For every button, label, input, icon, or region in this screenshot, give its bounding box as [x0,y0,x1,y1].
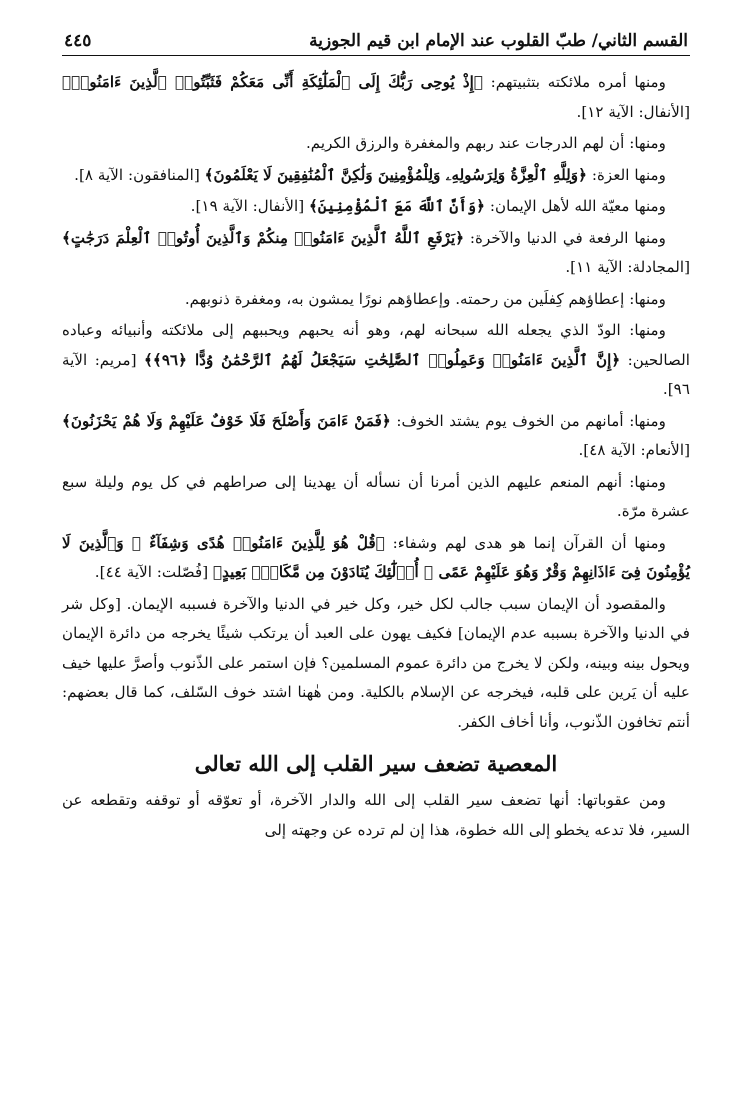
verse-reference: [الأنفال: الآية ١٩]. [190,197,309,215]
quran-verse: ﴿قُلْ هُوَ لِلَّذِينَ ءَامَنُوا۟ هُدًى وَشِفَآءٌ ۖ وَٱلَّذِينَ لَا يُؤْمِنُونَ فِىٓ ءَاذَانِهِمْ وَقْرٌ وَهُوَ عَلَيْهِمْ عَمًى ۚ أُو۟لَٰٓئِكَ يُنَادَوْنَ مِن مَّكَانٍۭ بَعِيدٍ﴾ [62,533,690,581]
paragraph-conclusion [62,590,690,738]
paragraph-angels [62,68,690,127]
quran-verse: ﴿يَرْفَعِ ٱللَّهُ ٱلَّذِينَ ءَامَنُوا۟ مِنكُمْ وَٱلَّذِينَ أُوتُوا۟ ٱلْعِلْمَ دَرَجَٰتٍ﴾ [62,228,465,247]
quran-verse: ﴿إِنَّ ٱلَّذِينَ ءَامَنُوا۟ وَعَمِلُوا۟ ٱلصَّٰلِحَٰتِ سَيَجْعَلُ لَهُمُ ٱلرَّحْمَٰنُ وُدًّا ﴿٩٦﴾﴾ [144,350,621,369]
verse-reference: [فُصّلت: الآية ٤٤]. [94,563,214,581]
paragraph-text: ومنها: إعطاؤهم كِفلَين من رحمته. وإعطاؤهم نورًا يمشون به، ومغفرة ذنوبهم. [184,289,666,308]
verse-reference: [الأنفال: الآية ١٢]. [576,102,690,121]
paragraph-text: ومنها: أنهم المنعم عليهم الذين أمرنا أن نسأله أن يهدينا إلى صراطهم في كل يوم وليلة سبع عشرة مرّة. [62,472,690,520]
paragraph-text: ومنها أن القرآن إنما هو هدى لهم وشفاء: [384,533,666,552]
paragraph-honor [62,161,690,191]
paragraph-elevation [62,224,690,283]
paragraph-ranks [62,129,690,159]
verse-reference: [الأنعام: الآية ٤٨]. [578,441,690,459]
page-body [62,68,690,845]
page-number: ٤٤٥ [64,31,92,51]
verse-reference: [المنافقون: الآية ٨]. [74,165,205,184]
book-page [62,22,690,1082]
paragraph-quran-guidance [62,529,690,588]
quran-verse: ﴿فَمَنْ ءَامَنَ وَأَصْلَحَ فَلَا خَوْفٌ عَلَيْهِمْ وَلَا هُمْ يَحْزَنُونَ﴾ [62,411,391,430]
paragraph-closing: ومن عقوباتها: أنها تضعف سير القلب إلى الله والدار الآخرة، أو تعوّقه أو توقفه وتقطعه عن السير، فلا تدعه يخطو إلى الله خطوة، هذا إن لم ترده عن وجهته إلى [62,791,690,839]
paragraph-companionship [62,192,690,222]
paragraph-text: ومنها معيّة الله لأهل الإيمان: [485,197,666,215]
paragraph-text: ومنها: أن لهم الدرجات عند ربهم والمغفرة والرزق الكريم. [305,134,666,152]
header-title: القسم الثاني/ طبّ القلوب عند الإمام ابن قيم الجوزية [309,31,688,51]
verse-reference: [المجادلة: الآية ١١]. [565,258,690,276]
paragraph-text: ومنها أمره ملائكته بتثبيتهم: [482,73,667,91]
paragraph-text: ومنها العزة: [587,165,666,184]
paragraph-favored [62,468,690,527]
quran-verse: ﴿وَأَنَّ ٱللَّهَ مَعَ ٱلْمُؤْمِنِينَ﴾ [308,197,486,215]
paragraph-security [62,407,690,466]
running-header [62,22,690,56]
quran-verse: ﴿إِذْ يُوحِى رَبُّكَ إِلَى ٱلْمَلَٰٓئِكَةِ أَنِّى مَعَكُمْ فَثَبِّتُوا۟ ٱلَّذِينَ ءَامَنُوا۟﴾ [62,73,483,91]
verse-reference: [مريم: الآية ٩٦]. [62,350,690,398]
paragraph-mercy [62,285,690,315]
section-heading: المعصية تضعف سير القلب إلى الله تعالى [194,751,558,776]
paragraph-love [62,316,690,405]
paragraph-text: ومنها الرفعة في الدنيا والآخرة: [464,228,666,247]
paragraph-text: ومنها: الودّ الذي يجعله الله سبحانه لهم، وهو أنه يحبهم ويحببهم إلى ملائكته وأنبيائه وعباده الصالحين: [62,321,690,369]
quran-verse: ﴿وَلِلَّهِ ٱلْعِزَّةُ وَلِرَسُولِهِۦ وَلِلْمُؤْمِنِينَ وَلَٰكِنَّ ٱلْمُنَٰفِقِينَ لَا يَعْلَمُونَ﴾ [204,165,588,184]
paragraph-text: ومنها: أمانهم من الخوف يوم يشتد الخوف: [390,411,666,430]
paragraph-text: والمقصود أن الإيمان سبب جالب لكل خير، وكل خير في الدنيا والآخرة فسببه الإيمان. [وكل شر في الدنيا والآخرة بسببه عدم الإيمان] فكيف يهون على العبد أن يرتكب شيئًا يخرجه من دائرة الإيمان ويحول بينه وبينه، ولكن لا يخرج من دائرة عموم المسلمين؟ فإن استمر على الذّنوب وأصرَّ عليها خيف عليه أن يَرين على قلبه، فيخرجه عن الإسلام بالكلية. ومن هٰهنا اشتد خوف السّلف، كما قال بعضهم: أنتم تخافون الذّنوب، وأنا أخاف الكفر. [62,594,690,731]
